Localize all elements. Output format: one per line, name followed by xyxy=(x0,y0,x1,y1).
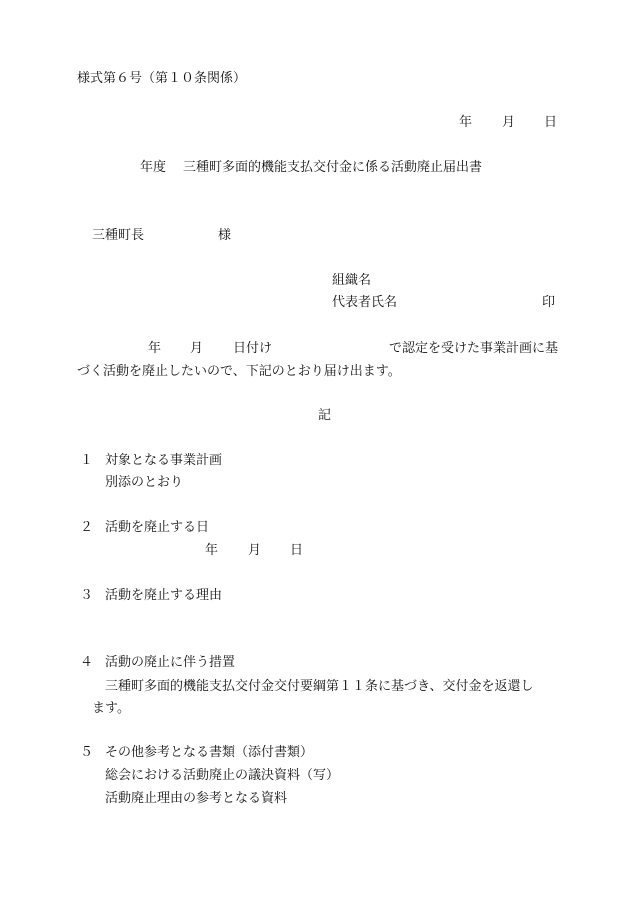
form-number: 様式第６号（第１０条関係） xyxy=(77,71,247,86)
item5-title: その他参考となる書類（添付書類） xyxy=(105,745,314,760)
body-date-suffix: 日付け xyxy=(233,341,273,356)
item5-attachment: 活動廃止理由の参考となる資料 xyxy=(105,791,288,806)
header-day: 日 xyxy=(544,115,558,130)
item4-title: 活動の廃止に伴う措置 xyxy=(105,655,236,670)
item1-number: １ xyxy=(80,453,94,468)
item5-attachment: 総会における活動廃止の議決資料（写） xyxy=(105,768,340,783)
item2-number: ２ xyxy=(80,520,94,535)
body-line2: づく活動を廃止したいので、下記のとおり届け出ます。 xyxy=(77,364,401,379)
item2-year: 年 xyxy=(205,543,219,558)
addressee-honorific: 様 xyxy=(218,228,232,243)
item3-title: 活動を廃止する理由 xyxy=(105,588,223,603)
body-line1-rest: で認定を受けた事業計画に基 xyxy=(389,341,559,356)
organization-label: 組織名 xyxy=(332,273,372,288)
item2-title: 活動を廃止する日 xyxy=(105,520,210,535)
body-month: 月 xyxy=(190,341,204,356)
body-year: 年 xyxy=(148,341,162,356)
representative-label: 代表者氏名 xyxy=(332,295,398,310)
ki-heading: 記 xyxy=(318,408,332,423)
item5-number: ５ xyxy=(80,745,94,760)
item2-day: 日 xyxy=(290,543,304,558)
item3-number: ３ xyxy=(80,588,94,603)
addressee-name: 三種町長 xyxy=(92,228,145,243)
item2-month: 月 xyxy=(248,543,262,558)
header-year: 年 xyxy=(459,115,473,130)
document-title: 三種町多面的機能支払交付金に係る活動廃止届出書 xyxy=(183,160,483,175)
item1-detail: 別添のとおり xyxy=(105,475,184,490)
item1-title: 対象となる事業計画 xyxy=(105,453,223,468)
item4-detail-line2: ます。 xyxy=(92,701,130,716)
header-month: 月 xyxy=(502,115,516,130)
title-year-prefix: 年度 xyxy=(140,160,167,175)
item4-number: ４ xyxy=(80,655,94,670)
item4-detail-line1: 三種町多面的機能支払交付金交付要綱第１１条に基づき、交付金を返還し xyxy=(105,679,534,694)
seal-mark: 印 xyxy=(542,295,556,310)
